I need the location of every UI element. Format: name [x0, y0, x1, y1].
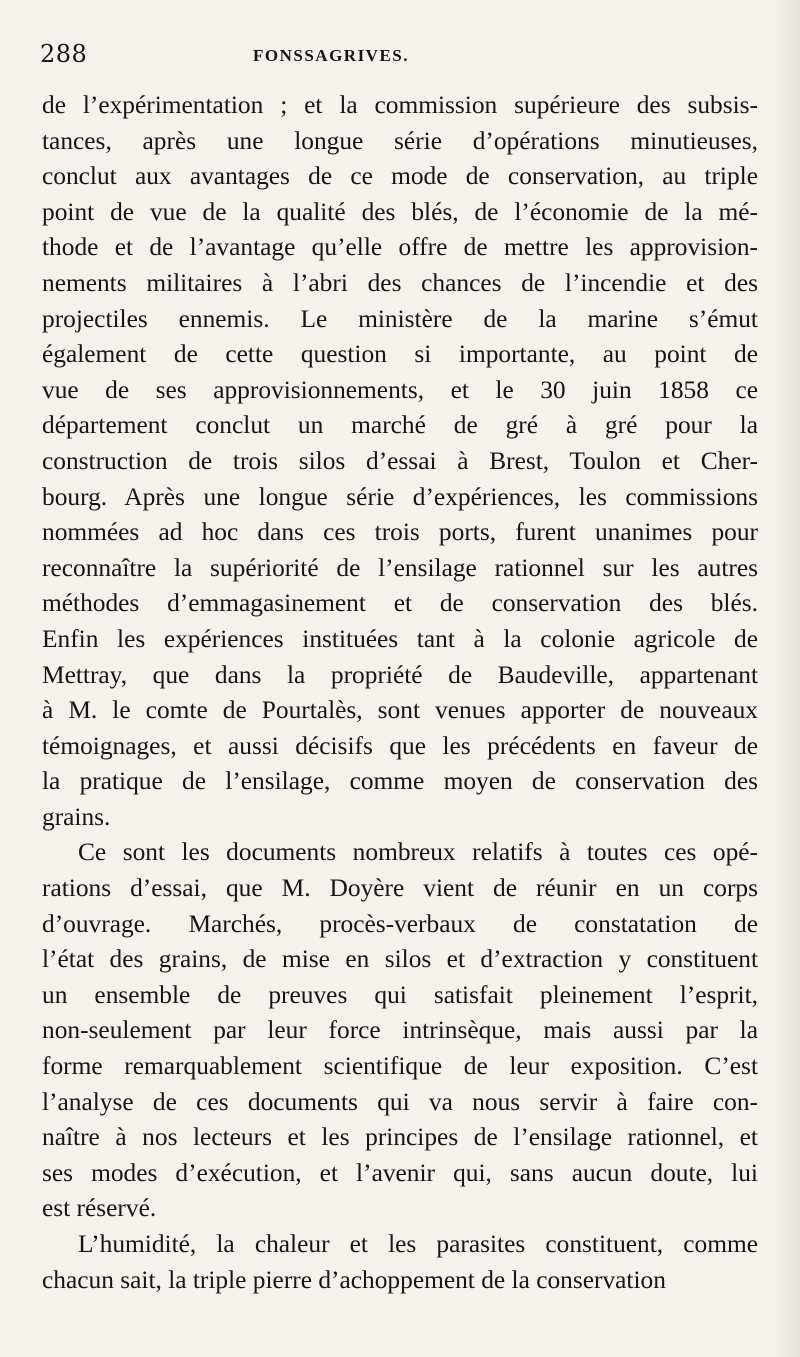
text-line: projectiles ennemis. Le ministère de la marine s’émut	[42, 304, 758, 333]
text-line: la pratique de l’ensilage, comme moyen de conservation des	[42, 767, 758, 796]
text-line: d’ouvrage. Marchés, procès-verbaux de constatation de	[42, 909, 758, 938]
page-edge-shadow	[772, 0, 800, 1357]
text-line: chacun sait, la triple pierre d’achoppement de la conservation	[42, 1265, 666, 1294]
text-line: l’état des grains, de mise en silos et d’extraction y constituent	[42, 945, 758, 974]
text-line: conclut aux avantages de ce mode de conservation, au triple	[42, 162, 758, 191]
text-line: tances, après une longue série d’opérations minutieuses,	[42, 126, 758, 155]
text-line: Ce sont les documents nombreux relatifs à toutes ces opé-	[78, 838, 758, 867]
text-line: département conclut un marché de gré à gré pour la	[42, 411, 758, 440]
text-line: nommées ad hoc dans ces trois ports, furent unanimes pour	[42, 518, 758, 547]
text-line: bourg. Après une longue série d’expériences, les commissions	[42, 482, 758, 511]
text-line: ses modes d’exécution, et l’avenir qui, sans aucun doute, lui	[42, 1158, 758, 1187]
paragraph-documents	[42, 835, 758, 1227]
text-line: vue de ses approvisionnements, et le 30 juin 1858 ce	[42, 375, 758, 404]
text-line: de l’expérimentation ; et la commission supérieure des subsis-	[42, 91, 758, 119]
page-number: 288	[40, 40, 88, 68]
text-line: nements militaires à l’abri des chances de l’incendie et des	[42, 268, 758, 297]
text-line: méthodes d’emmagasinement et de conservation des blés.	[42, 589, 758, 618]
text-line: Mettray, que dans la propriété de Baudeville, appartenant	[42, 660, 758, 689]
text-line: rations d’essai, que M. Doyère vient de réunir en un corps	[42, 874, 758, 903]
text-line: construction de trois silos d’essai à Brest, Toulon et Cher-	[42, 446, 758, 475]
text-line: Enfin les expériences instituées tant à la colonie agricole de	[42, 624, 758, 653]
text-line: témoignages, et aussi décisifs que les précédents en faveur de	[42, 731, 758, 760]
text-line: grains.	[42, 802, 111, 831]
running-title: FONSSAGRIVES.	[253, 46, 410, 65]
body-text	[42, 88, 758, 1298]
text-line: un ensemble de preuves qui satisfait pleinement l’esprit,	[42, 980, 758, 1009]
page-header	[40, 40, 760, 76]
text-line: à M. le comte de Pourtalès, sont venues apporter de nouveaux	[42, 696, 758, 725]
text-line: est réservé.	[42, 1194, 157, 1223]
text-line: L’humidité, la chaleur et les parasites constituent, comme	[78, 1230, 758, 1258]
text-line: également de cette question si importante, au point de	[42, 340, 758, 369]
text-line: l’analyse de ces documents qui va nous servir à faire con-	[42, 1087, 758, 1116]
text-line: non-seulement par leur force intrinsèque, mais aussi par la	[42, 1016, 758, 1045]
text-line: thode et de l’avantage qu’elle offre de mettre les approvision-	[42, 233, 758, 262]
paragraph-commission	[42, 88, 758, 835]
text-line: forme remarquablement scientifique de leur exposition. C’est	[42, 1052, 758, 1081]
text-line: naître à nos lecteurs et les principes de l’ensilage rationnel, et	[42, 1123, 758, 1152]
text-line: point de vue de la qualité des blés, de l’économie de la mé-	[42, 197, 758, 226]
paragraph-humidity	[42, 1227, 758, 1298]
text-line: reconnaître la supériorité de l’ensilage rationnel sur les autres	[42, 553, 758, 582]
